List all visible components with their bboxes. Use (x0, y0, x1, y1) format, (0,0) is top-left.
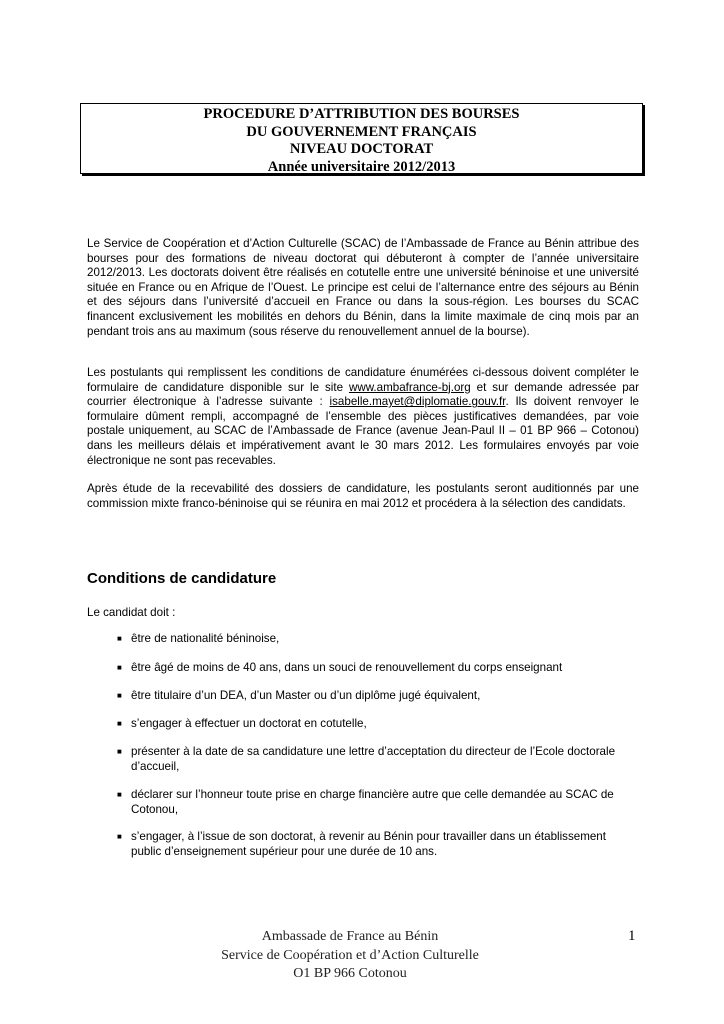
list-item-text: être de nationalité béninoise, (131, 632, 280, 645)
text: et sur demande adressée par courrier électronique à l’adresse suivante : (87, 380, 639, 409)
conditions-intro: Le candidat doit : (87, 606, 176, 619)
list-item (117, 717, 639, 732)
list-item (117, 788, 639, 817)
bullet-icon: ■ (117, 790, 122, 799)
bullet-icon: ■ (117, 691, 122, 700)
website-link[interactable]: www.ambafrance-bj.org (348, 380, 471, 394)
text: Les postulants qui remplissent les conditions de candidature énumérées ci-dessous doivent compléter le formulaire de candidature disponible sur le site (87, 366, 639, 394)
selection-paragraph: Après étude de la recevabilité des dossiers de candidature, les postulants seront auditionnés par une commission mixte franco-béninoise qui se réunira en mai 2012 et procédera à la sélection des candidats. (87, 482, 639, 510)
bullet-icon: ■ (117, 719, 122, 728)
list-item-text: être âgé de moins de 40 ans, dans un souci de renouvellement du corps enseignant (131, 661, 563, 674)
email-link[interactable]: isabelle.mayet@diplomatie.gouv.fr (329, 395, 506, 409)
bullet-icon: ■ (117, 663, 122, 672)
list-item (117, 689, 639, 704)
bullet-icon: ■ (117, 747, 122, 756)
title-line: Année universitaire 2012/2013 (267, 158, 456, 175)
list-item-text: déclarer sur l’honneur toute prise en charge financière autre que celle demandée au SCAC de Cotonou, (131, 788, 614, 816)
title-line: PROCEDURE D’ATTRIBUTION DES BOURSES (203, 106, 520, 122)
footer-line: O1 BP 966 Cotonou (293, 966, 407, 981)
title-line: NIVEAU DOCTORAT (289, 141, 434, 157)
conditions-heading: Conditions de candidature (87, 570, 277, 587)
list-item-text: être titulaire d’un DEA, d’un Master ou d’un diplôme jugé équivalent, (131, 689, 481, 702)
bullet-icon: ■ (117, 832, 122, 841)
list-item (117, 745, 639, 774)
footer-line: Service de Coopération et d’Action Culturelle (221, 947, 479, 963)
document-title-box (80, 103, 643, 174)
page-number: 1 (628, 928, 636, 944)
list-item-text: s’engager à effectuer un doctorat en cotutelle, (131, 717, 367, 730)
application-paragraph (87, 366, 639, 468)
list-item-text: s’engager, à l’issue de son doctorat, à revenir au Bénin pour travailler dans un établissement public d’enseignement supérieur pour une durée de 10 ans. (131, 830, 606, 858)
footer-line: Ambassade de France au Bénin (261, 929, 439, 944)
page-footer (150, 928, 550, 984)
title-line: DU GOUVERNEMENT FRANÇAIS (246, 123, 477, 140)
bullet-icon: ■ (117, 634, 122, 643)
intro-paragraph: Le Service de Coopération et d’Action Culturelle (SCAC) de l’Ambassade de France au Bénin attribue des bourses pour des formations de niveau doctorat qui débuteront à compter de l’année universitaire 2012/2013. Les doctorats doivent être réalisés en cotutelle entre une université béninoise et une université située en France ou en Afrique de l’Ouest. Le principe est celui de l’alternance entre des séjours au Bénin et des séjours dans l’université d’accueil en France ou dans la sous-région. Les bourses du SCAC financent exclusivement les mobilités en dehors du Bénin, dans la limite maximale de cinq mois par an pendant trois ans au maximum (sous réserve du renouvellement annuel de la bourse). (87, 237, 639, 338)
list-item (117, 661, 639, 676)
text: . Ils doivent renvoyer le formulaire dûment rempli, accompagné de l’ensemble des pièces justificatives demandées, par voie postale uniquement, au SCAC de l’Ambassade de France (avenue Jean-Paul II – 01 BP 966 – Cotonou) dans les meilleurs délais et impérativement avant le 30 mars 2012. Les formulaires envoyés par voie électronique ne sont pas recevables. (87, 395, 639, 467)
list-item (117, 830, 639, 859)
list-item (117, 632, 639, 647)
list-item-text: présenter à la date de sa candidature une lettre d’acceptation du directeur de l’Ecole doctorale d’accueil, (131, 745, 616, 773)
